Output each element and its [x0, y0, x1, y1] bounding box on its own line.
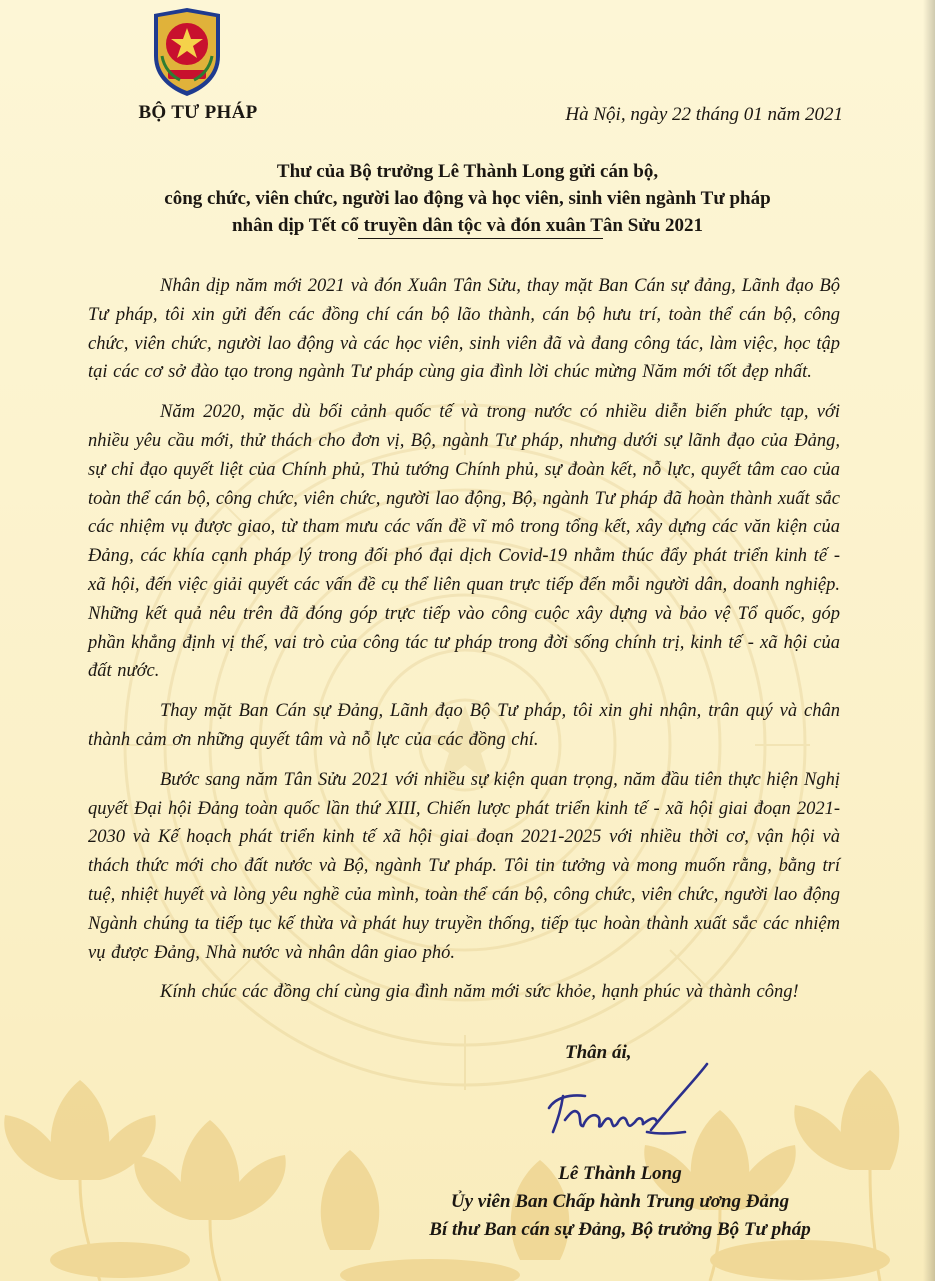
title-line-1: Thư của Bộ trưởng Lê Thành Long gửi cán bộ,: [276, 161, 659, 182]
body-paragraph-1: Nhân dịp năm mới 2021 và đón Xuân Tân Sửu, thay mặt Ban Cán sự đảng, Lãnh đạo Bộ Tư pháp, tôi xin gửi đến các đồng chí cán bộ lão thành, cán bộ hưu trí, toàn thể cán bộ, công chức, viên chức, người lao động và các học viên, sinh viên đã và đang công tác, làm việc, học tập tại các cơ sở đào tạo trong ngành Tư pháp cùng gia đình lời chúc mừng Năm mới tốt đẹp nhất.: [88, 276, 840, 383]
title-line-3: nhân dịp Tết cổ truyền dân tộc và đón xuân Tân Sửu 2021: [231, 215, 704, 236]
date-line: Hà Nội, ngày 22 tháng 01 năm 2021: [565, 104, 843, 125]
body-paragraph-5: Kính chúc các đồng chí cùng gia đình năm mới sức khỏe, hạnh phúc và thành công!: [160, 982, 799, 1003]
signer-block: [380, 1160, 860, 1244]
body-paragraph-2: Năm 2020, mặc dù bối cảnh quốc tế và trong nước có nhiều diễn biến phức tạp, với nhiều yêu cầu mới, thử thách cho đơn vị, Bộ, ngành Tư pháp, nhưng dưới sự lãnh đạo của Đảng, sự chỉ đạo quyết liệt của Chính phủ, Thủ tướng Chính phủ, sự đoàn kết, nỗ lực, quyết tâm cao của toàn thể cán bộ, công chức, viên chức, người lao động, Bộ, ngành Tư pháp đã hoàn thành xuất sắc các nhiệm vụ được giao, từ tham mưu các vấn đề vĩ mô trong tổng kết, xây dựng các văn kiện của Đảng, các khía cạnh pháp lý trong đối phó đại dịch Covid-19 nhằm thúc đẩy phát triển kinh tế - xã hội, đến việc giải quyết các vấn đề cụ thể liên quan trực tiếp đến mỗi người dân, doanh nghiệp. Những kết quả nêu trên đã đóng góp trực tiếp vào công cuộc xây dựng và bảo vệ Tổ quốc, góp phần khẳng định vị thế, vai trò của công tác tư pháp trong đời sống chính trị, kinh tế - xã hội của đất nước.: [88, 402, 840, 682]
title-line-2: công chức, viên chức, người lao động và học viên, sinh viên ngành Tư pháp: [164, 188, 771, 209]
title-underline: [358, 238, 603, 239]
ministry-name: BỘ TƯ PHÁP: [138, 102, 258, 123]
letter-title: [60, 158, 875, 239]
page-edge-shadow: [923, 0, 935, 1281]
handwritten-signature-icon: [535, 1060, 725, 1150]
justice-ministry-emblem-icon: [148, 6, 226, 98]
body-paragraph-4: Bước sang năm Tân Sửu 2021 với nhiều sự kiện quan trọng, năm đầu tiên thực hiện Nghị quyết Đại hội Đảng toàn quốc lần thứ XIII, Chiến lược phát triển kinh tế - xã hội giai đoạn 2021-2030 và Kế hoạch phát triển kinh tế xã hội giai đoạn 2021-2025 với nhiều thời cơ, vận hội và thách thức mới cho đất nước và Bộ, ngành Tư pháp. Tôi tin tưởng và mong muốn rằng, bằng trí tuệ, nhiệt huyết và lòng yêu nghề của mình, toàn thể cán bộ, công chức, viên chức, người lao động Ngành chúng ta tiếp tục kế thừa và phát huy truyền thống, tiếp tục hoàn thành xuất sắc các nhiệm vụ được Đảng, Nhà nước và nhân dân giao phó.: [88, 769, 840, 963]
closing-greeting: Thân ái,: [565, 1042, 632, 1063]
signer-position-1: Ủy viên Ban Chấp hành Trung ương Đảng: [450, 1191, 790, 1212]
body-paragraph-3: Thay mặt Ban Cán sự Đảng, Lãnh đạo Bộ Tư pháp, tôi xin ghi nhận, trân quý và chân thành cảm ơn những quyết tâm và nỗ lực của các đồng chí.: [88, 701, 840, 750]
letter-body: [88, 272, 840, 1018]
signer-position-2: Bí thư Ban cán sự Đảng, Bộ trưởng Bộ Tư pháp: [429, 1219, 811, 1240]
signer-name: Lê Thành Long: [558, 1163, 682, 1184]
